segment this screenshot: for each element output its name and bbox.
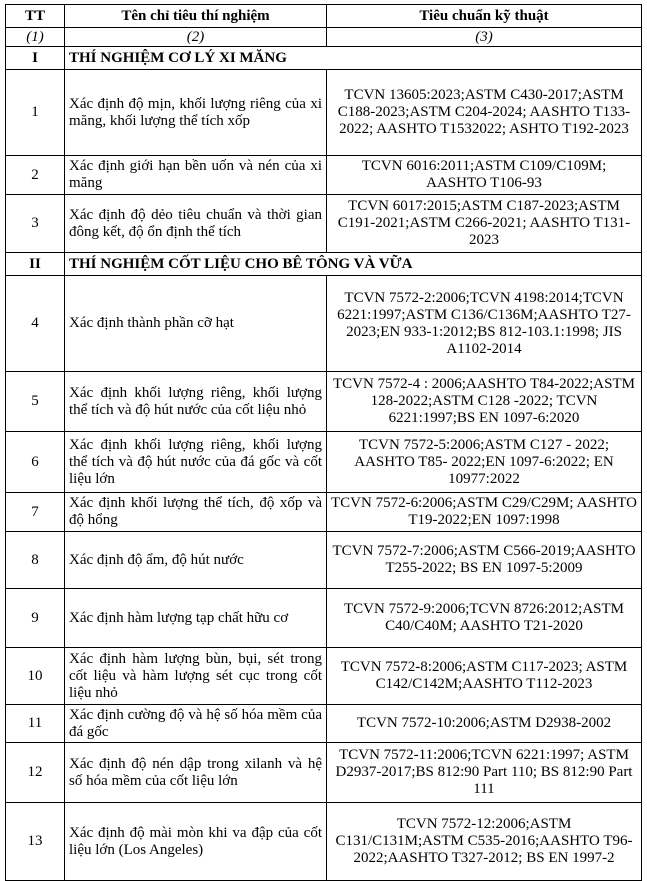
- row-number: 12: [6, 743, 65, 803]
- row-number: 11: [6, 705, 65, 743]
- row-number: 5: [6, 372, 65, 432]
- standard-ref: TCVN 7572-7:2006;ASTM C566-2019;AASHTO T255-2022; BS EN 1097-5:2009: [327, 532, 642, 589]
- header-row: [6, 5, 642, 28]
- standard-ref: TCVN 7572-5:2006;ASTM C127 - 2022; AASHTO T85- 2022;EN 1097-6:2022; EN 10977:2022: [327, 432, 642, 493]
- row-number: 13: [6, 803, 65, 881]
- row-number: 3: [6, 195, 65, 253]
- row-number: 4: [6, 276, 65, 372]
- standard-ref: TCVN 7572-4 : 2006;AASHTO T84-2022;ASTM 128-2022;ASTM C128 -2022; TCVN 6221:1997;BS EN 1097-6:2020: [327, 372, 642, 432]
- section-title: THÍ NGHIỆM CỐT LIỆU CHO BÊ TÔNG VÀ VỮA: [65, 253, 642, 276]
- row-number: 2: [6, 156, 65, 195]
- test-name: Xác định hàm lượng tạp chất hữu cơ: [65, 589, 327, 648]
- table-row: [6, 70, 642, 156]
- test-name: Xác định độ ẩm, độ hút nước: [65, 532, 327, 589]
- table-row: [6, 705, 642, 743]
- test-name: Xác định giới hạn bền uốn và nén của xi măng: [65, 156, 327, 195]
- table-row: [6, 803, 642, 881]
- standards-table: [5, 4, 642, 881]
- standard-ref: TCVN 6016:2011;ASTM C109/C109M; AASHTO T106-93: [327, 156, 642, 195]
- row-number: 7: [6, 493, 65, 532]
- section-row: [6, 47, 642, 70]
- row-number: 6: [6, 432, 65, 493]
- standard-ref: TCVN 7572-11:2006;TCVN 6221:1997; ASTM D2937-2017;BS 812:90 Part 110; BS 812:90 Part 111: [327, 743, 642, 803]
- test-name: Xác định độ nén dập trong xilanh và hệ số hóa mềm của cốt liệu lớn: [65, 743, 327, 803]
- test-name: Xác định thành phần cỡ hạt: [65, 276, 327, 372]
- table-row: [6, 156, 642, 195]
- standard-ref: TCVN 7572-9:2006;TCVN 8726:2012;ASTM C40/C40M; AASHTO T21-2020: [327, 589, 642, 648]
- column-index-row: [6, 28, 642, 47]
- header-tt: TT: [6, 5, 65, 28]
- table-row: [6, 589, 642, 648]
- table-row: [6, 276, 642, 372]
- row-number: 1: [6, 70, 65, 156]
- row-number: 9: [6, 589, 65, 648]
- test-name: Xác định cường độ và hệ số hóa mềm của đá gốc: [65, 705, 327, 743]
- column-index: (3): [327, 28, 642, 47]
- table-row: [6, 532, 642, 589]
- header-standard: Tiêu chuẩn kỹ thuật: [327, 5, 642, 28]
- row-number: 8: [6, 532, 65, 589]
- standard-ref: TCVN 7572-8:2006;ASTM C117-2023; ASTM C142/C142M;AASHTO T112-2023: [327, 648, 642, 705]
- table-row: [6, 195, 642, 253]
- header-test-name: Tên chỉ tiêu thí nghiệm: [65, 5, 327, 28]
- test-name: Xác định độ mài mòn khi va đập của cốt liệu lớn (Los Angeles): [65, 803, 327, 881]
- test-name: Xác định độ mịn, khối lượng riêng của xi măng, khối lượng thể tích xốp: [65, 70, 327, 156]
- standard-ref: TCVN 7572-6:2006;ASTM C29/C29M; AASHTO T19-2022;EN 1097:1998: [327, 493, 642, 532]
- section-title: THÍ NGHIỆM CƠ LÝ XI MĂNG: [65, 47, 642, 70]
- test-name: Xác định độ dẻo tiêu chuẩn và thời gian đông kết, độ ổn định thể tích: [65, 195, 327, 253]
- table-row: [6, 493, 642, 532]
- table-row: [6, 648, 642, 705]
- test-name: Xác định khối lượng riêng, khối lượng thể tích và độ hút nước của đá gốc và cốt liệu lớn: [65, 432, 327, 493]
- table-row: [6, 743, 642, 803]
- table-row: [6, 432, 642, 493]
- test-name: Xác định khối lượng thể tích, độ xốp và độ hổng: [65, 493, 327, 532]
- column-index: (1): [6, 28, 65, 47]
- standard-ref: TCVN 7572-10:2006;ASTM D2938-2002: [327, 705, 642, 743]
- test-name: Xác định khối lượng riêng, khối lượng thể tích và độ hút nước của cốt liệu nhỏ: [65, 372, 327, 432]
- section-row: [6, 253, 642, 276]
- column-index: (2): [65, 28, 327, 47]
- section-number: I: [6, 47, 65, 70]
- standard-ref: TCVN 6017:2015;ASTM C187-2023;ASTM C191-2021;ASTM C266-2021; AASHTO T131-2023: [327, 195, 642, 253]
- standard-ref: TCVN 7572-2:2006;TCVN 4198:2014;TCVN 6221:1997;ASTM C136/C136M;AASHTO T27-2023;EN 933-1:2012;BS 812-103.1:1998; JIS A1102-2014: [327, 276, 642, 372]
- row-number: 10: [6, 648, 65, 705]
- table-row: [6, 372, 642, 432]
- standard-ref: TCVN 13605:2023;ASTM C430-2017;ASTM C188-2023;ASTM C204-2024; AASHTO T133-2022; AASHTO T1532022; ASHTO T192-2023: [327, 70, 642, 156]
- standard-ref: TCVN 7572-12:2006;ASTM C131/C131M;ASTM C535-2016;AASHTO T96-2022;AASHTO T327-2012; BS EN 1997-2: [327, 803, 642, 881]
- section-number: II: [6, 253, 65, 276]
- test-name: Xác định hàm lượng bùn, bụi, sét trong cốt liệu và hàm lượng sét cục trong cốt liệu nhỏ: [65, 648, 327, 705]
